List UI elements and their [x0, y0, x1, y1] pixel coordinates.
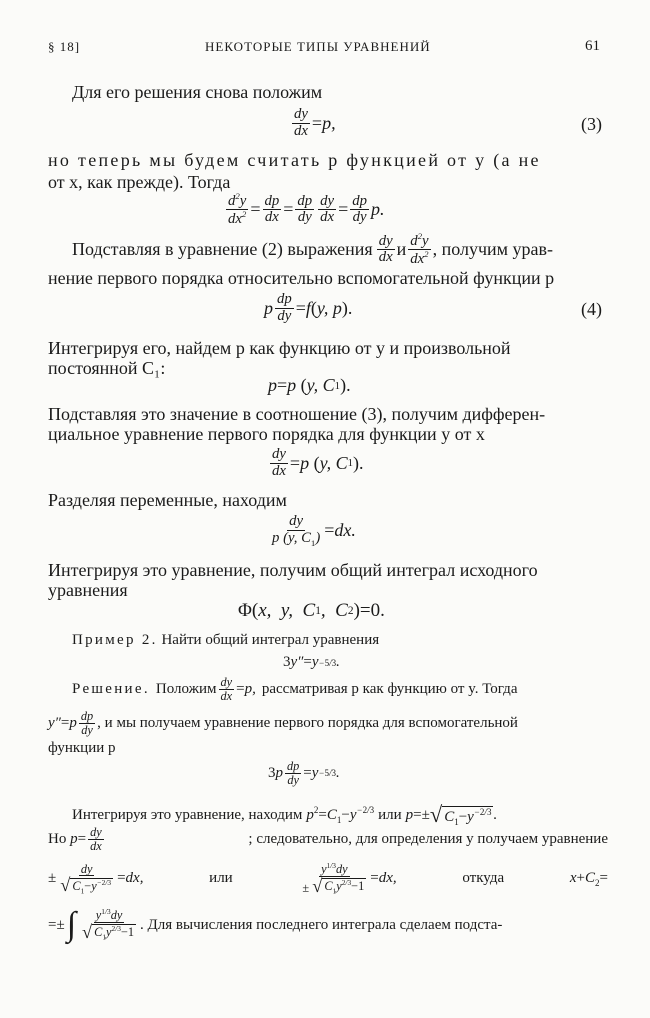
paragraph: нение первого порядка относительно вспомогательной функции p: [48, 268, 555, 288]
paragraph: Для его решения снова положим: [72, 82, 323, 102]
text: рассматривая p как функцию от y. Тогда: [261, 680, 518, 697]
equation-3: $\frac{dy}{dx}$ = p,: [294, 106, 336, 139]
paragraph: но теперь мы будем считать p функцией от y (а не: [48, 150, 541, 170]
solution-line-1: Решение. Положим $\frac{dy}{dx}$ = p, рассматривая p как функцию от y. Тогда: [72, 675, 518, 703]
equation-4: p $\frac{dp}{dy}$ = f ( y, p ).: [264, 291, 353, 324]
paragraph: Разделяя переменные, находим: [48, 490, 287, 510]
text: или: [209, 870, 233, 887]
text: Положим: [155, 680, 217, 697]
paragraph: Подставляя в уравнение (2) выражения $\frac{dy}{dx}$ и $\frac{d^2y}{dx^2}$ , получим урав-: [72, 231, 554, 268]
equation-separated: $\frac{dy}{p (y, C_1)}$ = dx.: [272, 513, 356, 548]
paragraph: от x, как прежде). Тогда: [48, 172, 231, 192]
equation-number: (4): [581, 299, 602, 319]
solution-line-6: =± ∫ $y^{1/3}dy$ √ $C_1y^{2/3}-1$ . Для вычисления последнего интеграла сделаем подста-: [48, 906, 503, 943]
text: . Для вычисления последнего интеграла сделаем подста-: [140, 916, 503, 933]
solution-line-3: Интегрируя это уравнение, находим $p^2=C_1-y^{-2/3}$ или p =± √ $C_1-y^{-2/3}$ .: [72, 802, 498, 827]
text: , и мы получаем уравнение первого порядка для вспомогательной: [97, 714, 518, 731]
example-equation: 3 y″ = y −5/3 .: [283, 654, 340, 670]
text: Подставляя в уравнение (2) выражения: [72, 239, 373, 260]
solution-label: Решение.: [72, 680, 150, 697]
section-ref: § 18]: [48, 39, 81, 54]
equation-general-integral: Φ( x, y, C 1 , C 2 )=0.: [238, 600, 385, 621]
text: Но: [48, 830, 67, 847]
text: откуда: [462, 870, 505, 887]
solution-line-4: Но p = $\frac{dy}{dx}$ ; следовательно, для определения y получаем уравнение: [48, 825, 608, 853]
text: , получим урав-: [432, 239, 554, 260]
text: ; следовательно, для определения y получаем уравнение: [248, 830, 608, 847]
equation-p-of-y: p = p ( y, C 1 ).: [268, 375, 351, 395]
text: и: [396, 239, 407, 260]
paragraph: уравнения: [48, 580, 128, 600]
text: Интегрируя это уравнение, находим: [72, 806, 303, 823]
paragraph: циальное уравнение первого порядка для функции y от x: [48, 424, 485, 444]
paragraph: Интегрируя это уравнение, получим общий интеграл исходного: [48, 560, 538, 580]
example-text: Найти общий интеграл уравнения: [161, 632, 380, 648]
solution-line-5: ± dy √ $C_1-y^{-2/3}$ = dx, или $y^{1/3}dy$ ± √ $C_1y^{2/3}-1$ = dx, откуда $x+C_2=$: [48, 861, 608, 896]
page-number: 61: [585, 38, 600, 54]
paragraph: Интегрируя его, найдем p как функцию от y и произвольной: [48, 338, 511, 358]
solution-text: функции p: [48, 740, 116, 756]
example-heading: [72, 632, 379, 649]
solution-equation: 3 p $\frac{dp}{dy}$ = y −5/3 .: [268, 759, 340, 787]
example-label: Пример 2.: [72, 632, 158, 648]
running-title: НЕКОТОРЫЕ ТИПЫ УРАВНЕНИЙ: [205, 39, 431, 54]
solution-line-2: y″ = p $\frac{dp}{dy}$ , и мы получаем уравнение первого порядка для вспомогательной: [48, 709, 518, 737]
equation-second-derivative: $\frac{d^2y}{dx^2}$ = $\frac{dp}{dx}$ = $\frac{dp}{dy}$ $\frac{dy}{dx}$ = $\frac{dp}{dy}$ p.: [228, 191, 385, 228]
text: или: [378, 806, 402, 823]
equation-number: (3): [581, 114, 602, 134]
equation-dy-dx: $\frac{dy}{dx}$ = p ( y, C 1 ).: [272, 446, 364, 479]
paragraph: Подставляя это значение в соотношение (3), получим дифферен-: [48, 404, 546, 424]
paragraph: постоянной C₁:: [48, 358, 166, 378]
